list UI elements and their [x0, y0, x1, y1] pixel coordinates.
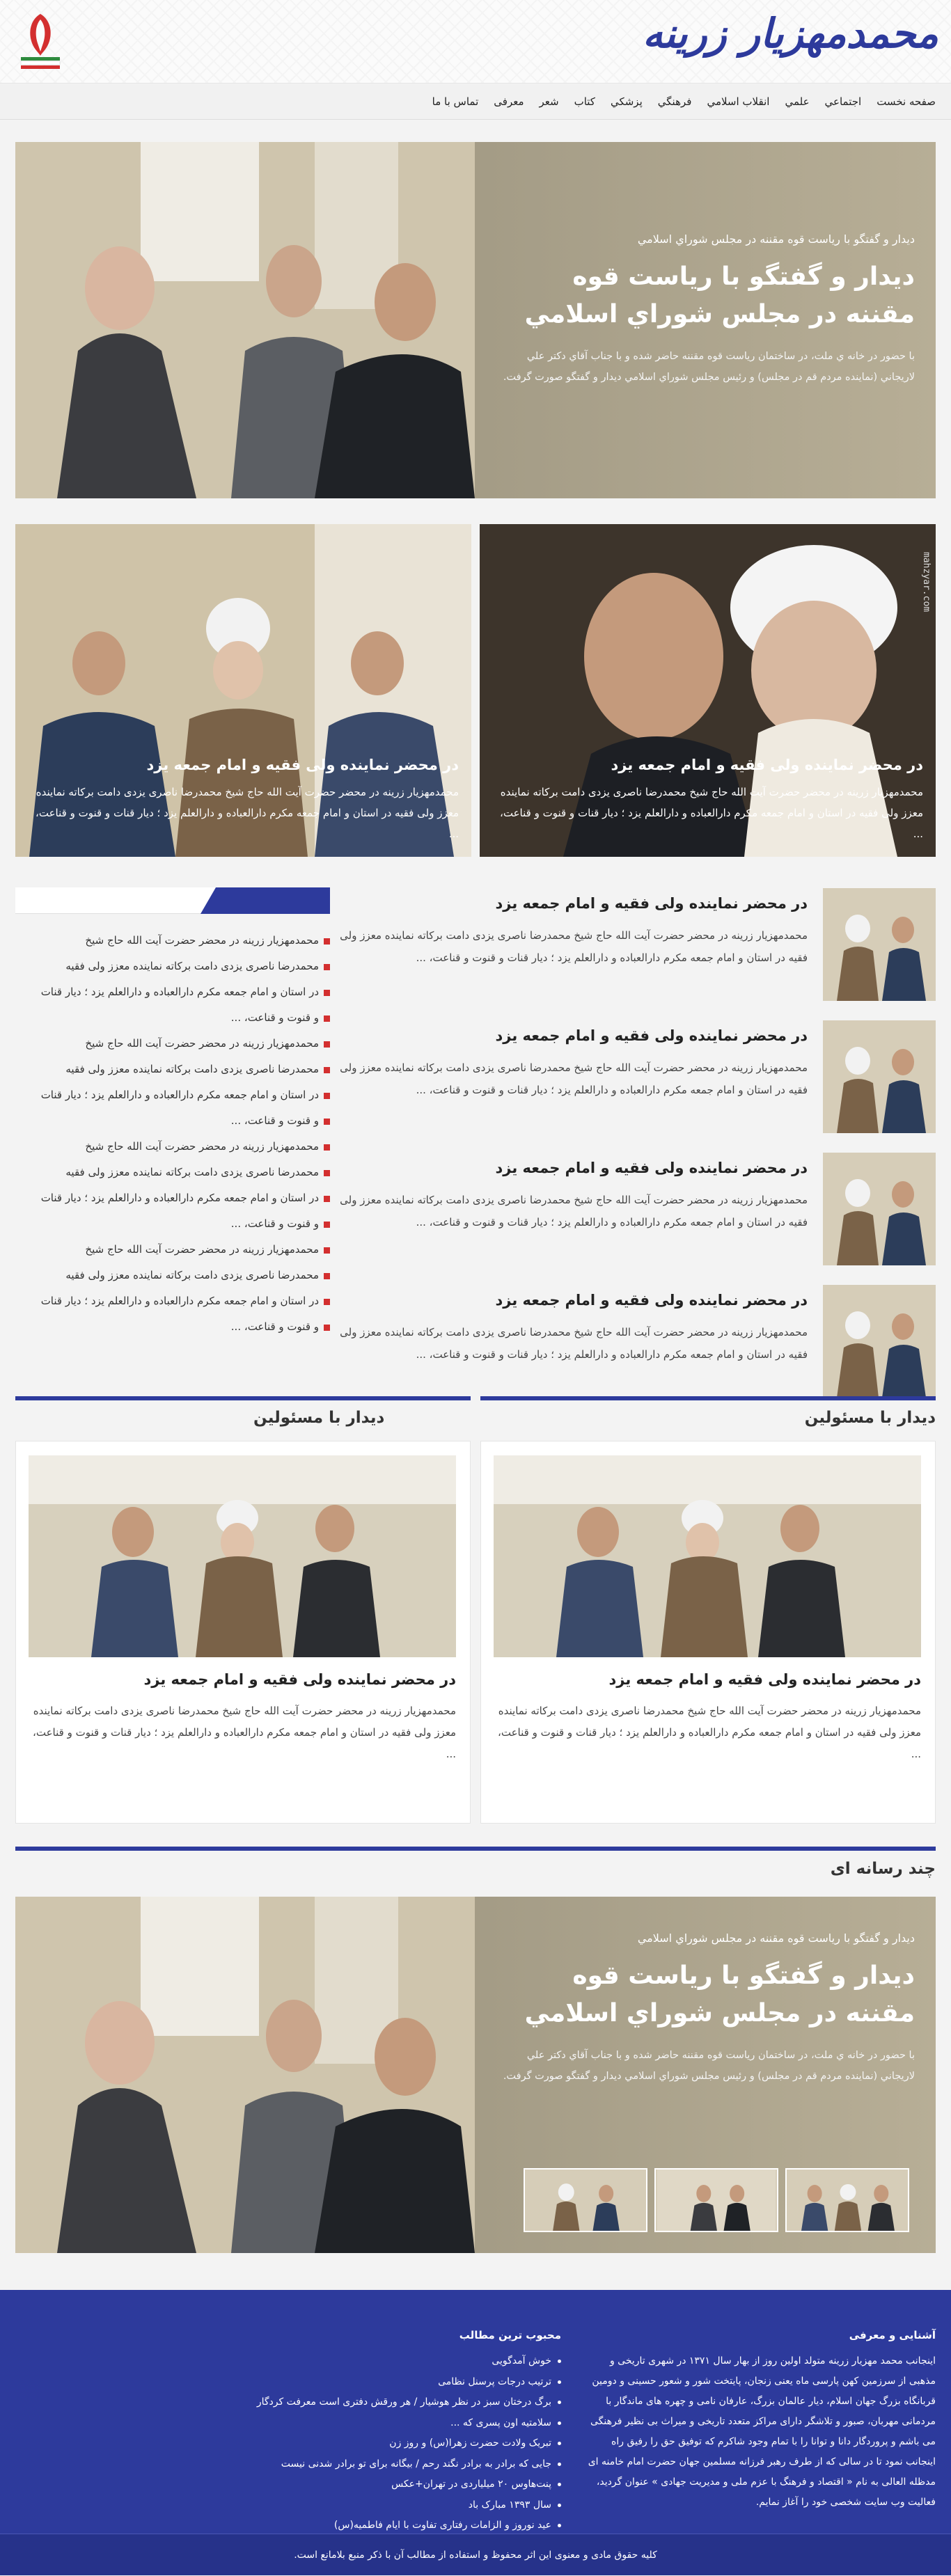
side-list-item[interactable]: محمدرضا ناصری یزدی دامت برکاته نماینده معزز ولی فقیه: [15, 1160, 330, 1185]
nav-contact[interactable]: تماس با ما: [432, 95, 479, 108]
popular-link[interactable]: سال ۱۳۹۳ مبارک باد: [171, 2495, 561, 2516]
footer-about: [588, 2329, 936, 2513]
side-list-item[interactable]: محمدمهزیار زرینه در محضر حضرت آیت الله حاج شیخ: [15, 1031, 330, 1057]
meeting-title-1[interactable]: در محضر نماینده ولی فقیه و امام جمعه یزد: [608, 1671, 921, 1688]
popular-link[interactable]: جایی که برادر به برادر نگند رحم / بیگانه برای تو برادر شدنی نیست: [171, 2454, 561, 2475]
popular-link[interactable]: برگ درختان سبز در نظر هوشیار / هر ورقش دفتری است معرفت کردگار: [171, 2392, 561, 2413]
iran-emblem-icon: [15, 10, 65, 70]
news-item[interactable]: [330, 1020, 936, 1139]
side-list-item[interactable]: در استان و امام جمعه مکرم دارالعباده و دارالعلم یزد ؛ دیار قنات: [15, 1288, 330, 1314]
media-thumb[interactable]: [654, 2168, 778, 2232]
news-item[interactable]: [330, 888, 936, 1006]
media-photo: [15, 1897, 475, 2253]
news-thumb: [823, 1285, 936, 1398]
nav-home[interactable]: صفحه نخست: [877, 95, 936, 108]
featured-title-2[interactable]: در محضر نماینده ولی فقیه و امام جمعه یزد: [146, 757, 459, 773]
popular-link[interactable]: خوش آمدگویی: [171, 2351, 561, 2372]
side-list: [15, 928, 330, 1340]
watermark: mahzyar.com: [921, 552, 932, 613]
popular-link[interactable]: سلامتیه اون پسری که ...: [171, 2413, 561, 2434]
nav-social[interactable]: اجتماعي: [824, 95, 862, 108]
side-list-item[interactable]: محمدرضا ناصری یزدی دامت برکاته نماینده معزز ولی فقیه: [15, 954, 330, 979]
hero-title[interactable]: ديدار و گفتگو با رياست قوه مقننه در مجلس شوراي اسلامي: [524, 262, 915, 329]
meeting-title-2[interactable]: در محضر نماینده ولی فقیه و امام جمعه یزد: [143, 1671, 456, 1688]
meeting-card-1[interactable]: [480, 1441, 936, 1824]
side-list-item[interactable]: و قنوت و قناعت، ...: [15, 1314, 330, 1340]
media-section-title: چند رسانه ای: [830, 1860, 936, 1878]
popular-link[interactable]: ترتیب درجات پرسنل نظامی: [171, 2372, 561, 2393]
side-box-header: [15, 887, 330, 914]
meetings-title-left: ديدار با مسئولين: [253, 1409, 385, 1427]
media-thumb[interactable]: [524, 2168, 647, 2232]
meetings-line-right: [480, 1396, 936, 1400]
media-title[interactable]: ديدار و گفتگو با رياست قوه مقننه در مجلس شوراي اسلامي: [524, 1961, 915, 2028]
media-caption: [497, 1931, 915, 2087]
media-slider[interactable]: [15, 1897, 936, 2253]
news-item[interactable]: [330, 1285, 936, 1403]
featured-caption-2: [28, 757, 459, 844]
nav-poem[interactable]: شعر: [539, 95, 559, 108]
site-logo[interactable]: محمدمهزیار زرینه: [642, 10, 938, 57]
news-title[interactable]: در محضر نماینده ولی فقیه و امام جمعه یزد: [495, 1027, 808, 1044]
news-thumb: [823, 1153, 936, 1265]
hero-slider[interactable]: [15, 142, 936, 498]
footer-about-title: آشنایی و معرفی: [849, 2329, 936, 2341]
news-desc: محمدمهزیار زرینه در محضر حضرت آیت الله حاج شیخ محمدرضا ناصری یزدی دامت برکاته نماینده معزز ولی فقیه در استان و امام جمعه مکرم دارالعباده و دارالعلم یزد ؛ دیار قنات و قنوت و قناعت، ...: [340, 929, 808, 964]
news-desc: محمدمهزیار زرینه در محضر حضرت آیت الله حاج شیخ محمدرضا ناصری یزدی دامت برکاته نماینده معزز ولی فقیه در استان و امام جمعه مکرم دارالعباده و دارالعلم یزد ؛ دیار قنات و قنوت و قناعت، ...: [340, 1061, 808, 1096]
side-list-item[interactable]: محمدمهزیار زرینه در محضر حضرت آیت الله حاج شیخ: [15, 1237, 330, 1263]
side-list-item[interactable]: و قنوت و قناعت، ...: [15, 1211, 330, 1237]
nav-medical[interactable]: پزشکي: [610, 95, 643, 108]
popular-link[interactable]: تبریک ولادت حضرت زهرا(س) و روز زن: [171, 2433, 561, 2454]
news-item[interactable]: [330, 1153, 936, 1271]
nav-science[interactable]: علمي: [785, 95, 810, 108]
popular-link[interactable]: پنت‌هاوس ۲۰ میلیاردی در تهران+عکس: [171, 2474, 561, 2495]
side-list-item[interactable]: و قنوت و قناعت، ...: [15, 1005, 330, 1031]
side-list-item[interactable]: محمدمهزیار زرینه در محضر حضرت آیت الله حاج شیخ: [15, 1134, 330, 1160]
meeting-photo-2: [29, 1455, 456, 1657]
main-nav: [0, 84, 951, 120]
hero-caption: [497, 232, 915, 388]
news-desc: محمدمهزیار زرینه در محضر حضرت آیت الله حاج شیخ محمدرضا ناصری یزدی دامت برکاته نماینده معزز ولی فقیه در استان و امام جمعه مکرم دارالعباده و دارالعلم یزد ؛ دیار قنات و قنوت و قناعت، ...: [340, 1326, 808, 1361]
news-title[interactable]: در محضر نماینده ولی فقیه و امام جمعه یزد: [495, 895, 808, 912]
media-line: [15, 1847, 936, 1851]
nav-culture[interactable]: فرهنگي: [657, 95, 692, 108]
side-list-item[interactable]: در استان و امام جمعه مکرم دارالعباده و دارالعلم یزد ؛ دیار قنات: [15, 1082, 330, 1108]
hero-description: با حضور در خانه ي ملت، در ساختمان رياست قوه مقننه حاضر شده و با جناب آقاي دکتر علي لاريجاني (نماينده مردم قم در مجلس) و رئيس مجلس شوراي اسلامي ديدار و گفتگو صورت گرفت.: [503, 351, 915, 383]
meetings-title-right: ديدار با مسئولين: [804, 1409, 936, 1427]
media-description: با حضور در خانه ي ملت، در ساختمان رياست قوه مقننه حاضر شده و با جناب آقاي دکتر علي لاريجاني (نماينده مردم قم در مجلس) و رئيس مجلس شوراي اسلامي ديدار و گفتگو صورت گرفت.: [503, 2050, 915, 2082]
news-thumb: [823, 888, 936, 1001]
nav-revolution[interactable]: انقلاب اسلامي: [707, 95, 770, 108]
side-list-item[interactable]: در استان و امام جمعه مکرم دارالعباده و دارالعلم یزد ؛ دیار قنات: [15, 979, 330, 1005]
meeting-desc-2: محمدمهزیار زرینه در محضر حضرت آیت الله حاج شیخ محمدرضا ناصری یزدی دامت برکاته نماینده معزز ولی فقیه در استان و امام جمعه مکرم دارالعباده و دارالعلم یزد ؛ دیار قنات و قنوت و قناعت، ...: [33, 1705, 456, 1760]
news-title[interactable]: در محضر نماینده ولی فقیه و امام جمعه یزد: [495, 1160, 808, 1176]
news-title[interactable]: در محضر نماینده ولی فقیه و امام جمعه یزد: [495, 1292, 808, 1309]
site-footer: [0, 2290, 951, 2575]
side-list-item[interactable]: و قنوت و قناعت، ...: [15, 1108, 330, 1134]
side-list-item[interactable]: در استان و امام جمعه مکرم دارالعباده و دارالعلم یزد ؛ دیار قنات: [15, 1185, 330, 1211]
popular-link[interactable]: عید نوروز و الزامات رفتاری تفاوت با ایام فاطمیه(س): [171, 2515, 561, 2536]
featured-card-1[interactable]: [480, 524, 936, 857]
media-kicker: ديدار و گفتگو با رياست قوه مقننه در مجلس شوراي اسلامي: [637, 1931, 915, 1945]
footer-about-text: اینجانب محمد مهزیار زرینه متولد اولین روز از بهار سال ۱۳۷۱ در شهری تاریخی و مذهبی از سرزمین کهن پارسی ماه یعنی زنجان، پایتخت شور و شعور حسینی و دومین قربانگاه بزرگ جهان اسلام، دیار عالمان بزرگ، عارفان نامی و چهره های ماندگار با مردمانی مهربان، صبور و تلاشگر دارای مراکز متعدد تاریخی و میراث بی نظیر فرهنگی می باشم و پروردگار دانا و توانا را با تمام وجود شاکرم که توفیق حق را رفیق راه اینجانب نمود تا در سالی که از طرف رهبر فرزانه مسلمین جهان حضرت امام خامنه ای مدظله العالی به نام « اقتصاد و فرهنگ با عزم ملی و مدیریت جهادی » عنوان گردید، فعالیت وب سایت شخصی خود را آغاز نمایم.: [588, 2355, 936, 2508]
hero-photo: [15, 142, 475, 498]
side-box-header-bar: [201, 887, 330, 914]
hero-kicker: ديدار و گفتگو با رياست قوه مقننه در مجلس شوراي اسلامي: [637, 232, 915, 246]
copyright: کلیه حقوق مادی و معنوی این اثر محفوظ و استفاده از مطالب آن با ذکر منبع بلامانع است.: [0, 2534, 951, 2575]
side-list-item[interactable]: محمدمهزیار زرینه در محضر حضرت آیت الله حاج شیخ: [15, 928, 330, 954]
meetings-line-left: [15, 1396, 471, 1400]
meeting-desc-1: محمدمهزیار زرینه در محضر حضرت آیت الله حاج شیخ محمدرضا ناصری یزدی دامت برکاته نماینده معزز ولی فقیه در استان و امام جمعه مکرم دارالعباده و دارالعلم یزد ؛ دیار قنات و قنوت و قناعت، ...: [498, 1705, 921, 1760]
news-desc: محمدمهزیار زرینه در محضر حضرت آیت الله حاج شیخ محمدرضا ناصری یزدی دامت برکاته نماینده معزز ولی فقیه در استان و امام جمعه مکرم دارالعباده و دارالعلم یزد ؛ دیار قنات و قنوت و قناعت، ...: [340, 1194, 808, 1228]
media-thumbnails: [524, 2168, 909, 2232]
featured-desc-1: محمدمهزیار زرینه در محضر حضرت آیت الله حاج شیخ محمدرضا ناصری یزدی دامت برکاته نماینده معزز ولی فقیه در استان و امام جمعه مکرم دارالعباده و دارالعلم یزد ؛ دیار قنات و قنوت و قناعت، ...: [500, 786, 923, 840]
featured-card-2[interactable]: [15, 524, 471, 857]
side-list-item[interactable]: محمدرضا ناصری یزدی دامت برکاته نماینده معزز ولی فقیه: [15, 1057, 330, 1082]
featured-title-1[interactable]: در محضر نماینده ولی فقیه و امام جمعه یزد: [611, 757, 923, 773]
side-list-item[interactable]: محمدرضا ناصری یزدی دامت برکاته نماینده معزز ولی فقیه: [15, 1263, 330, 1288]
media-thumb[interactable]: [785, 2168, 909, 2232]
nav-about[interactable]: معرفی: [494, 95, 524, 108]
news-thumb: [823, 1020, 936, 1133]
meeting-photo-1: [494, 1455, 921, 1657]
featured-desc-2: محمدمهزیار زرینه در محضر حضرت آیت الله حاج شیخ محمدرضا ناصری یزدی دامت برکاته نماینده معزز ولی فقیه در استان و امام جمعه مکرم دارالعباده و دارالعلم یزد ؛ دیار قنات و قنوت و قناعت، ...: [36, 786, 459, 840]
side-box: [15, 887, 330, 1333]
meeting-card-2[interactable]: [15, 1441, 471, 1824]
nav-book[interactable]: کتاب: [574, 95, 595, 108]
footer-popular: [171, 2329, 561, 2536]
site-header: [0, 0, 951, 84]
footer-popular-title: محبوب ترین مطالب: [459, 2329, 561, 2341]
featured-caption-1: [492, 757, 923, 844]
